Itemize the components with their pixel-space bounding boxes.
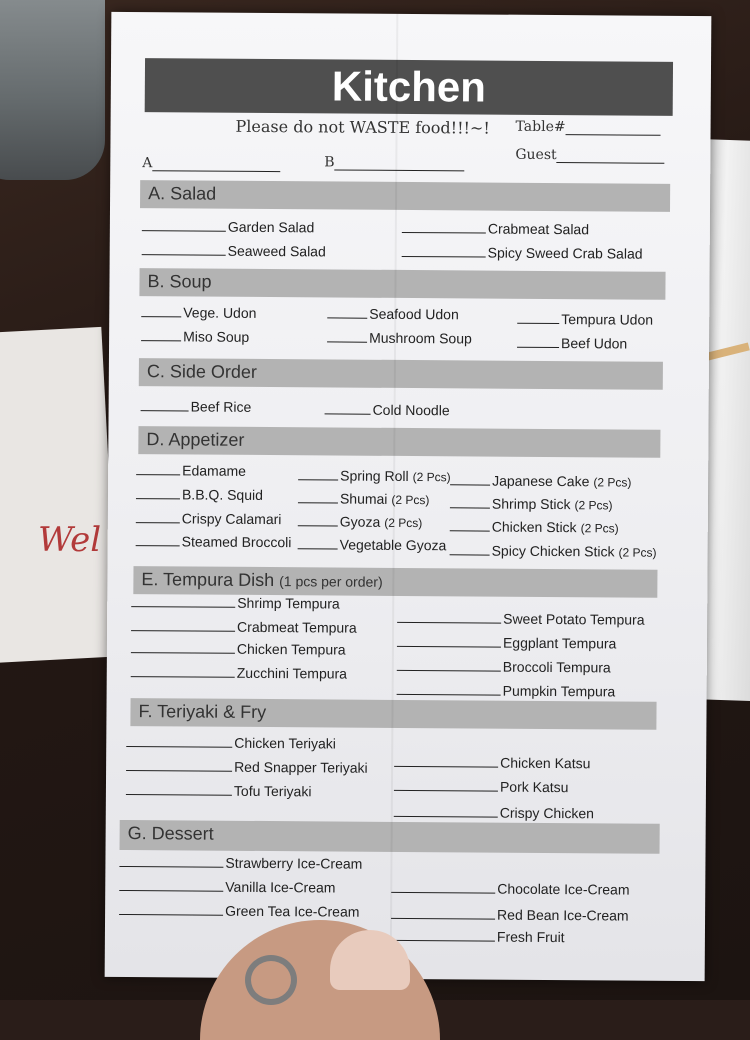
section-title: A. Salad (148, 183, 217, 204)
menu-item[interactable]: Green Tea Ice-Cream (119, 902, 359, 920)
menu-item[interactable]: Japanese Cake (2 Pcs) (450, 472, 631, 489)
section-appetizer (138, 426, 660, 458)
guest-field[interactable] (515, 147, 664, 164)
section-title: E. Tempura Dish (1 pcs per order) (141, 569, 383, 591)
section-dessert (120, 820, 660, 854)
menu-item[interactable]: B.B.Q. Squid (136, 486, 263, 503)
table-number-field[interactable] (516, 119, 661, 136)
menu-item[interactable]: Gyoza (2 Pcs) (298, 513, 423, 530)
menu-item[interactable]: Red Snapper Teriyaki (126, 758, 368, 776)
menu-item[interactable]: Tempura Udon (517, 311, 653, 328)
menu-item[interactable]: Edamame (136, 462, 246, 479)
guest-label: Guest (515, 146, 557, 164)
menu-item[interactable]: Chicken Tempura (131, 640, 346, 657)
section-title: F. Teriyaki & Fry (138, 701, 267, 723)
menu-item[interactable]: Pork Katsu (394, 778, 569, 795)
table-label: Table# (515, 118, 566, 136)
water-glass (0, 0, 105, 180)
menu-item[interactable]: Spicy Chicken Stick (2 Pcs) (450, 542, 657, 559)
b-label: B (324, 154, 335, 171)
menu-item[interactable]: Sweet Potato Tempura (397, 610, 644, 628)
section-tempura (133, 566, 657, 598)
section-title: D. Appetizer (146, 429, 245, 450)
section-side-order (139, 358, 663, 390)
section-title: G. Dessert (127, 823, 214, 844)
menu-item[interactable]: Vegetable Gyoza (298, 536, 447, 553)
menu-item[interactable]: Seafood Udon (327, 305, 459, 322)
section-title: C. Side Order (146, 361, 257, 382)
kitchen-title: Kitchen (145, 58, 673, 116)
menu-item[interactable]: Crispy Chicken (394, 804, 594, 821)
placemat-lettering: Wel (38, 520, 102, 560)
menu-item[interactable]: Shumai (2 Pcs) (298, 490, 430, 507)
a-label: A (142, 155, 153, 172)
menu-item[interactable]: Shrimp Tempura (131, 594, 340, 611)
menu-item[interactable]: Zucchini Tempura (131, 664, 347, 682)
menu-item[interactable]: Beef Rice (141, 398, 252, 415)
menu-item[interactable]: Mushroom Soup (327, 329, 472, 346)
menu-item[interactable]: Chicken Katsu (394, 754, 590, 771)
section-teriyaki (130, 698, 656, 730)
menu-item[interactable]: Garden Salad (142, 218, 315, 235)
b-field[interactable] (324, 154, 464, 171)
menu-item[interactable]: Beef Udon (517, 335, 627, 352)
menu-item[interactable]: Steamed Broccoli (136, 533, 292, 550)
menu-item[interactable]: Crabmeat Salad (402, 220, 589, 237)
menu-item[interactable]: Cold Noodle (325, 401, 450, 418)
menu-item[interactable]: Spring Roll (2 Pcs) (298, 467, 451, 484)
menu-item[interactable]: Eggplant Tempura (397, 634, 616, 652)
menu-item[interactable]: Tofu Teriyaki (126, 782, 312, 799)
menu-item[interactable]: Seaweed Salad (142, 242, 326, 259)
order-sheet (105, 12, 712, 981)
menu-item[interactable]: Crabmeat Tempura (131, 618, 357, 636)
menu-item[interactable]: Chocolate Ice-Cream (391, 880, 629, 898)
menu-item[interactable]: Shrimp Stick (2 Pcs) (450, 495, 613, 512)
menu-item[interactable]: Fresh Fruit (391, 928, 565, 945)
placemat (0, 327, 119, 663)
menu-item[interactable]: Chicken Teriyaki (126, 734, 336, 751)
section-soup (139, 268, 665, 300)
menu-item[interactable]: Chicken Stick (2 Pcs) (450, 518, 619, 535)
finger-ring (245, 955, 297, 1005)
menu-item[interactable]: Spicy Sweed Crab Salad (402, 244, 643, 262)
menu-item[interactable]: Vanilla Ice-Cream (119, 878, 335, 896)
menu-item[interactable]: Strawberry Ice-Cream (119, 854, 362, 872)
menu-item[interactable]: Red Bean Ice-Cream (391, 906, 629, 924)
a-field[interactable] (142, 155, 280, 172)
section-salad (140, 180, 670, 212)
waste-notice: Please do not WASTE food!!!~! (235, 116, 490, 138)
menu-item[interactable]: Miso Soup (141, 328, 249, 345)
menu-item[interactable]: Vege. Udon (141, 304, 256, 321)
menu-item[interactable]: Broccoli Tempura (397, 658, 611, 675)
menu-item[interactable]: Pumpkin Tempura (397, 682, 616, 700)
menu-item[interactable]: Crispy Calamari (136, 510, 282, 527)
section-title: B. Soup (147, 271, 212, 292)
